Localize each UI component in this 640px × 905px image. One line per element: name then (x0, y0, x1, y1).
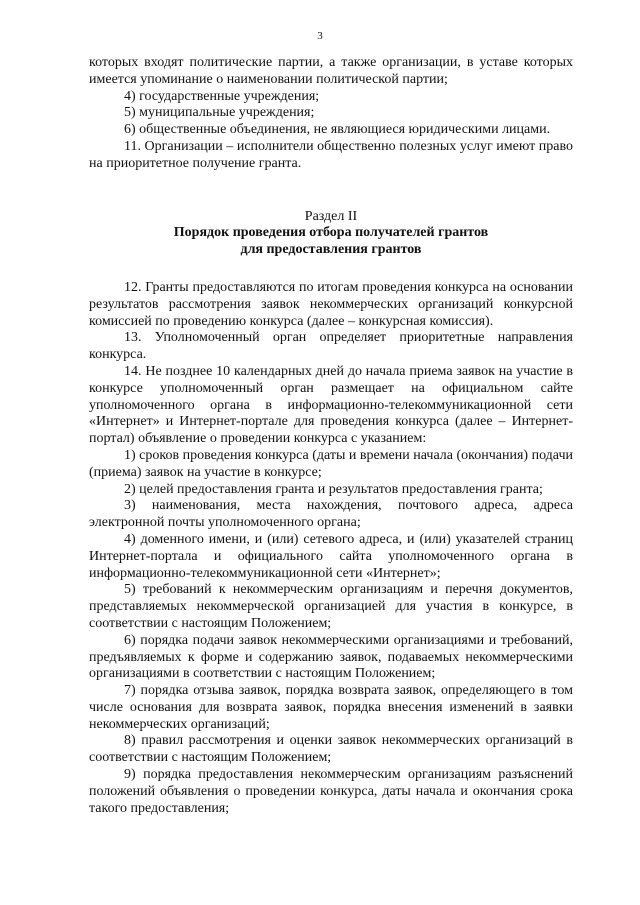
paragraph-14: 14. Не позднее 10 календарных дней до начала приема заявок на участие в конкурсе уполномоченный орган размещает на официальном сайте уполномоченного органа в информационно-телекоммуникационной сети «Интернет» и Интернет-портале для проведения конкурса (далее – Интернет-портал) объявление о проведении конкурса с указанием: (89, 363, 573, 447)
list-item: 6) общественные объединения, не являющиеся юридическими лицами. (124, 122, 551, 138)
list-item: 4) государственные учреждения; (124, 88, 320, 104)
list-item: 8) правил рассмотрения и оценки заявок некоммерческих организаций в соответствии с настоящим Положением; (89, 733, 573, 766)
list-item: 2) целей предоставления гранта и результатов предоставления гранта; (124, 481, 543, 497)
section-number: Раздел II (304, 208, 358, 224)
paragraph-13: 13. Уполномоченный орган определяет приоритетные направления конкурса. (89, 330, 573, 363)
list-item: 3) наименования, места нахождения, почтового адреса, адреса электронной почты уполномоченного органа; (89, 498, 573, 531)
list-item: 4) доменного имени, и (или) сетевого адреса, и (или) указателей страниц Интернет-портала и официального сайта уполномоченного органа в информационно-телекоммуникационной сети «Интернет»; (89, 531, 573, 581)
document-body (89, 55, 573, 817)
paragraph-continuation: которых входят политические партии, а также организации, в уставе которых имеется упоминание о наименовании политической партии; (89, 55, 573, 87)
list-item: 5) муниципальные учреждения; (124, 105, 315, 121)
section-title-line-1: Порядок проведения отбора получателей грантов (173, 225, 489, 241)
list-item: 7) порядка отзыва заявок, порядка возврата заявок, определяющего в том числе основания для возврата заявок, порядка внесения изменений в заявки некоммерческих организаций; (89, 683, 573, 732)
section-title-line-2: для предоставления грантов (240, 242, 422, 258)
list-item: 1) сроков проведения конкурса (даты и времени начала (окончания) подачи (приема) заявок на участие в конкурсе; (89, 447, 573, 480)
spacer (89, 259, 573, 280)
page-number: 3 (317, 30, 323, 42)
list-item: 9) порядка предоставления некоммерческим организациям разъяснений положений объявления о проведении конкурса, даты начала и окончания срока такого предоставления; (89, 767, 573, 816)
list-item: 5) требований к некоммерческим организациям и перечня документов, представляемых некоммерческой организацией для участия в конкурсе, в соответствии с настоящим Положением; (89, 582, 573, 631)
list-item: 6) порядка подачи заявок некоммерческими организациями и требований, предъявляемых к форме и содержанию заявок, подаваемых некоммерческими организациями в соответствии с настоящим Положением; (89, 632, 573, 682)
paragraph-11: 11. Организации – исполнители общественно полезных услуг имеют право на приоритетное получение гранта. (89, 138, 573, 171)
paragraph-12: 12. Гранты предоставляются по итогам проведения конкурса на основании результатов рассмотрения заявок некоммерческих организаций конкурсной комиссией по проведению конкурса (далее – конкурсная комиссия). (89, 279, 573, 329)
